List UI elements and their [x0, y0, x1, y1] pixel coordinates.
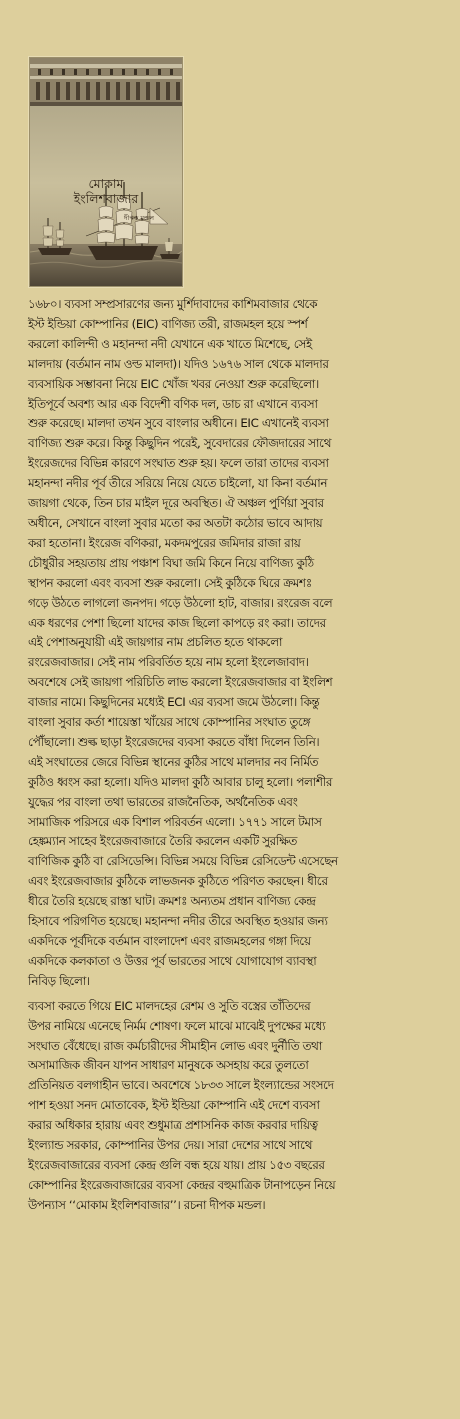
book-cover	[29, 57, 183, 287]
paragraph-exploitation: ব্যবসা করতে গিয়ে EIC মালদহের রেশম ও সুতি বস্ত্রের তাঁতিদের উপর নামিয়ে এনেছে নির্মম শোষণ। ফলে মাঝে মাঝেই দুপক্ষের মধ্যে সংঘাত বেঁধেছে। রাজ কর্মচারীদের সীমাহীন লোভ এবং দুর্নীতি তথা অসামাজিক জীবন যাপন সাধারণ মানুষকে অসহায় করে তুলতো প্রতিনিয়ত বলগাহীন ভাবে। অবশেষে ১৮৩৩ সালে ইংল্যান্ডের সংসদে পাশ হওয়া সনদ মোতাবেক, ইস্ট ইন্ডিয়া কোম্পানি এই দেশে ব্যবসা করার অধিকার হারায় এবং শুধুমাত্র প্রশাসনিক কাজ করবার দায়িত্ব ইংল্যান্ড সরকার, কোম্পানির উপর দেয়। সারা দেশের সাথে সাথে ইংরেজবাজারের ব্যবসা কেন্দ্র গুলি বন্ধ হয়ে যায়। প্রায় ১৫৩ বছরের কোম্পানির ইংরেজবাজারের ব্যবসা কেন্দ্রর বহুমাত্রিক টানাপড়েন নিয়ে উপন্যাস ‘‘মোকাম ইংলিশবাজার’’। রচনা দীপক মন্ডল।	[28, 998, 336, 1212]
book-title-line2: ইংলিশবাজার	[73, 191, 139, 206]
book-title-line1: মোকাম	[88, 176, 124, 191]
book-title	[30, 176, 182, 206]
article-body	[28, 295, 450, 1216]
book-author: দীপক মন্ডল	[124, 214, 154, 222]
paragraph-history: ১৬৮০। ব্যবসা সম্প্রসারণের জন্য মুর্শিদাবাদের কাশিমবাজার থেকে ইস্ট ইন্ডিয়া কোম্পানির (EIC) বাণিজ্য তরী, রাজমহল হয়ে স্পর্শ করলো কালিন্দী ও মহানন্দা নদী যেখানে এক খাতে মিশেছে, সেই মালদায় (বর্তমান নাম ওল্ড মালদা)। যদিও ১৬৭৬ সাল থেকে মালদার ব্যবসায়িক সম্ভাবনা নিয়ে EIC খোঁজ খবর নেওয়া শুরু করেছিলো। ইতিপূর্বে অবশ্য আর এক বিদেশী বণিক দল, ডাচ রা এখানে ব্যবসা শুরু করেছে। মালদা তখন সুবে বাংলার অধীনে। EIC এখানেই ব্যবসা বাণিজ্য শুরু করে। কিন্তু কিছুদিন পরেই, সুবেদারের ফৌজদারের সাথে ইংরেজদের বিভিন্ন কারণে সংঘাত শুরু হয়। ফলে তারা তাদের ব্যবসা মহানন্দা নদীর পূর্ব তীরে সরিয়ে নিয়ে যেতে চাইলো, যা কিনা বর্তমান জায়গা থেকে, তিন চার মাইল দূরে অবস্থিত। ঐ অঞ্চল পুর্ণিয়া সুবার অধীনে, সেখানে বাংলা সুবার মতো কর অতটা কঠোর ভাবে আদায় করা হতোনা। ইংরেজ বণিকরা, মকদমপুরের জমিদার রাজা রায় চৌধুরীর সহয়তায় প্রায় পঞ্চাশ বিঘা জমি কিনে নিয়ে বাণিজ্য কুঠি স্থাপন করলো এবং ব্যবসা শুরু করলো। সেই কুঠিকে ঘিরে ক্রমশঃ গড়ে উঠতে লাগলো জনপদ। গড়ে উঠলো হাট, বাজার। রংরেজ বলে এক ধরণের পেশা ছিলো যাদের কাজ ছিলো কাপড়ে রং করা। তাদের এই পেশাঅনুযায়ী এই জায়গার নাম প্রচলিত হতে থাকলো রংরেজবাজার। সেই নাম পরিবর্তিত হয়ে নাম হলো ইংলেজাবাদ। অবশেষে সেই জায়গা পরিচিতি লাভ করলো ইংরেজবাজার বা ইংলিশ বাজার নামে। কিছুদিনের মধ্যেই ECI এর ব্যবসা জমে উঠলো। কিন্তু বাংলা সুবার কর্তা শায়েস্তা খাঁয়ের সাথে কোম্পানির সংঘাত তুঙ্গে পৌঁছালো। শুল্ক ছাড়া ইংরেজদের ব্যবসা করতে বাঁধা দিলেন তিনি। এই সংঘাতের জেরে বিভিন্ন স্থানের কুঠির সাথে মালদার নব নির্মিত কুঠিও ধ্বংস করা হলো। যদিও মালদা কুঠি আবার চালু হলো। পলাশীর যুদ্ধের পর বাংলা তথা ভারতের রাজনৈতিক, অর্থনৈতিক এবং সামাজিক পরিসরে এক বিশাল পরিবর্তন এলো। ১৭৭১ সালে টমাস হেঙ্কম্যান সাহেব ইংরেজবাজারে তৈরি করলেন একটি সুরক্ষিত বাণিজিক কুঠি বা রেসিডেন্সি। বিভিন্ন সময়ে বিভিন্ন রেসিডেন্ট এসেছেন এবং ইংরেজবাজার কুঠিকে লাভজনক কুঠিতে পরিণত করছেন। ধীরে ধীরে তৈরি হয়েছে রাস্তা ঘাট। ক্রমশঃ অন্যতম প্রধান বাণিজ্য কেন্দ্র হিসাবে পরিগণিত হয়েছে। মহানন্দা নদীর তীরে অবস্থিত হওয়ার জন্য একদিকে পূর্বদিকে বর্তমান বাংলাদেশ এবং রাজমহলের গঙ্গা দিয়ে একদিকে কলকাতা ও উত্তর পূর্ব ভারতের সাথে যোগাযোগ ব্যাবস্থা নিবিড় ছিলো।	[28, 297, 338, 988]
book-cover-illustration	[30, 58, 182, 286]
